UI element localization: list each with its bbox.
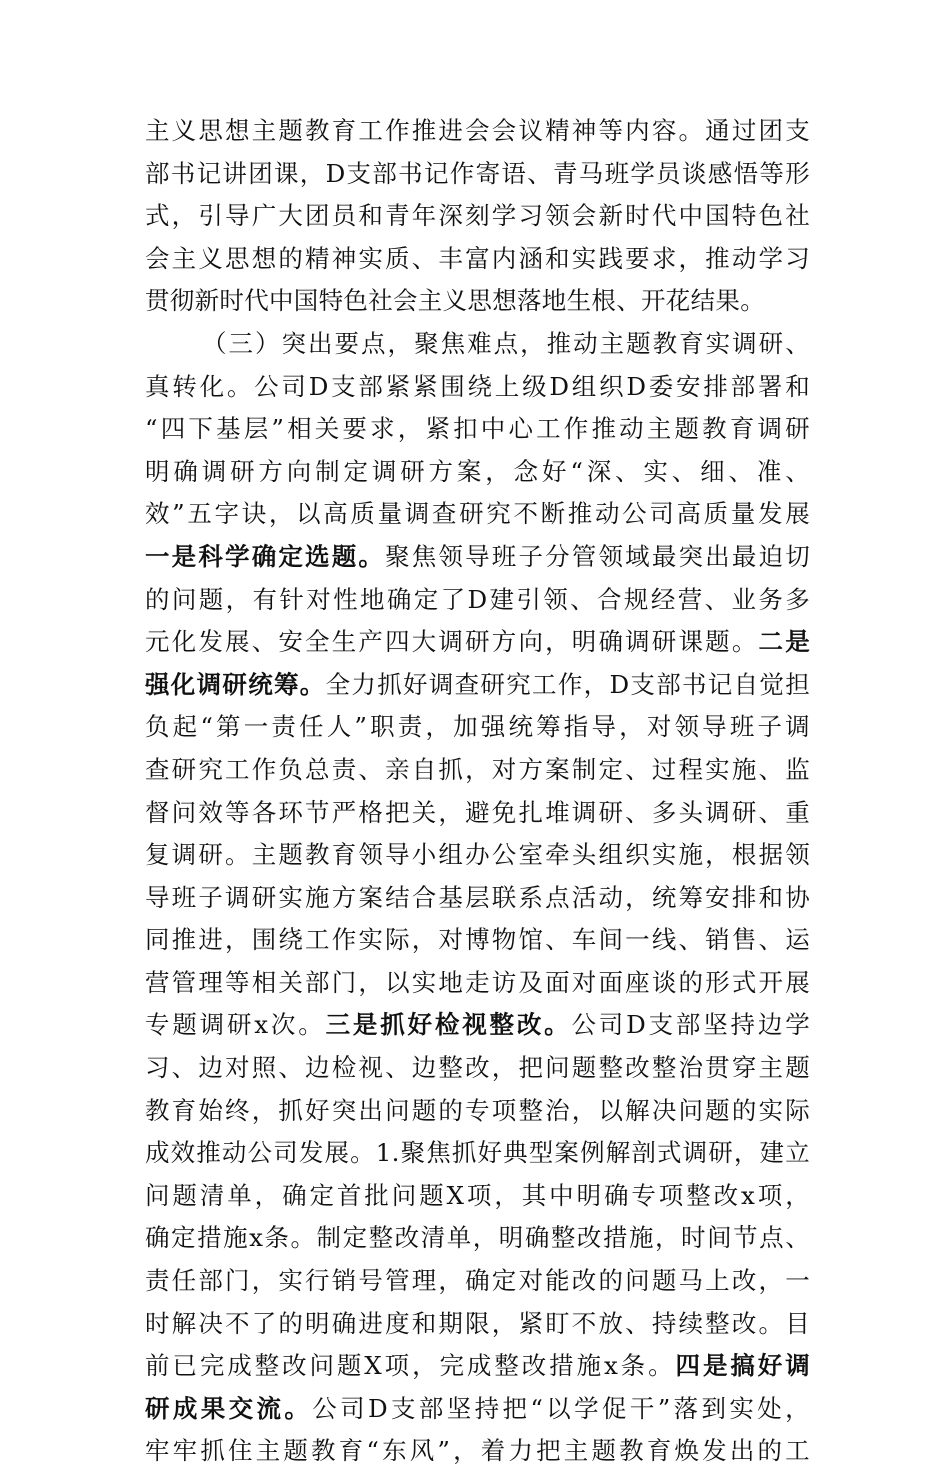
bold-text-run: 四是搞好调 [675, 1351, 811, 1381]
text-line [145, 1303, 810, 1346]
text-line [145, 792, 810, 835]
text-run: 元化发展、安全生产四大调研方向，明确调研课题。 [145, 627, 759, 657]
text-run: 部书记讲团课，D支部书记作寄语、青马班学员谈感悟等形 [145, 158, 810, 188]
text-line [145, 280, 810, 323]
text-run: （三）突出要点，聚焦难点，推动主题教育实调研、 [202, 328, 810, 358]
text-run: 式，引导广大团员和青年深刻学习领会新时代中国特色社 [145, 201, 810, 231]
text-line [145, 493, 810, 536]
text-run: 责任部门，实行销号管理，确定对能改的问题马上改，一 [145, 1266, 810, 1296]
text-line [145, 1260, 810, 1303]
text-run: 时解决不了的明确进度和期限，紧盯不放、持续整改。目 [145, 1308, 810, 1338]
text-line [145, 1047, 810, 1090]
text-run: 的问题，有针对性地确定了D建引领、合规经营、业务多 [145, 584, 810, 614]
text-line [145, 1430, 810, 1473]
text-line [145, 1345, 810, 1388]
text-run: 教育始终，抓好突出问题的专项整治，以解决问题的实际 [145, 1095, 810, 1125]
text-run: 负起“第一责任人”职责，加强统筹指导，对领导班子调 [145, 712, 810, 742]
text-line [145, 451, 810, 494]
bold-text-run: 研成果交流。 [145, 1393, 313, 1423]
text-line [145, 749, 810, 792]
text-line [145, 408, 810, 451]
text-run: 牢牢抓住主题教育“东风”，着力把主题教育焕发出的工 [145, 1436, 810, 1466]
text-line [145, 664, 810, 707]
bold-text-run: 一是科学确定选题。 [145, 541, 386, 571]
text-line [145, 366, 810, 409]
bold-text-run: 三是抓好检视整改。 [325, 1010, 572, 1040]
text-line [145, 1132, 810, 1175]
text-line [145, 1004, 810, 1047]
text-run: 复调研。主题教育领导小组办公室牵头组织实施，根据领 [145, 840, 810, 870]
text-run: 效”五字诀，以高质量调查研究不断推动公司高质量发展 [145, 499, 810, 529]
text-run: 专题调研x次。 [145, 1010, 326, 1040]
text-run: 督问效等各环节严格把关，避免扎堆调研、多头调研、重 [145, 797, 810, 827]
text-line [145, 1388, 810, 1431]
text-line [145, 834, 810, 877]
text-line [145, 877, 810, 920]
text-line [145, 323, 810, 366]
text-run: 公司D支部坚持把“以学促干”落到实处， [312, 1393, 810, 1423]
text-run: 成效推动公司发展。1.聚焦抓好典型案例解剖式调研，建立 [145, 1138, 810, 1168]
text-run: 会主义思想的精神实质、丰富内涵和实践要求，推动学习 [145, 243, 810, 273]
text-line [145, 621, 810, 664]
text-run: 问题清单，确定首批问题X项，其中明确专项整改x项， [145, 1180, 810, 1210]
bold-text-run: 强化调研统筹。 [145, 669, 326, 699]
text-run: 同推进，围绕工作实际，对博物馆、车间一线、销售、运 [145, 925, 810, 955]
text-line [145, 1217, 810, 1260]
text-line [145, 195, 810, 238]
text-run: 导班子调研实施方案结合基层联系点活动，统筹安排和协 [145, 882, 810, 912]
text-run: 公司D支部坚持边学 [571, 1010, 811, 1040]
text-line [145, 536, 810, 579]
text-run: 习、边对照、边检视、边整改，把问题整改整治贯穿主题 [145, 1053, 810, 1083]
text-line [145, 919, 810, 962]
text-run: 真转化。公司D支部紧紧围绕上级D组织D委安排部署和 [145, 371, 810, 401]
text-run: 前已完成整改问题X项，完成整改措施x条。 [145, 1351, 676, 1381]
text-line [145, 153, 810, 196]
text-line [145, 238, 810, 281]
bold-text-run: 二是 [758, 627, 810, 657]
text-line [145, 1090, 810, 1133]
body-text [145, 110, 810, 1473]
text-run: 全力抓好调查研究工作，D支部书记自觉担 [325, 669, 810, 699]
text-run: 贯彻新时代中国特色社会主义思想落地生根、开花结果。 [145, 286, 765, 316]
text-run: 查研究工作负总责、亲自抓，对方案制定、过程实施、监 [145, 754, 810, 784]
text-run: 明确调研方向制定调研方案，念好“深、实、细、准、 [145, 456, 810, 486]
text-line [145, 579, 810, 622]
text-line [145, 962, 810, 1005]
text-line [145, 706, 810, 749]
text-run: 确定措施x条。制定整改清单，明确整改措施，时间节点、 [145, 1223, 810, 1253]
text-run: 主义思想主题教育工作推进会会议精神等内容。通过团支 [145, 116, 810, 145]
text-run: 聚焦领导班子分管领域最突出最迫切 [385, 541, 810, 571]
text-line [145, 1175, 810, 1218]
text-line [145, 110, 810, 153]
text-run: 营管理等相关部门，以实地走访及面对面座谈的形式开展 [145, 967, 810, 997]
text-run: “四下基层”相关要求，紧扣中心工作推动主题教育调研 [145, 414, 810, 444]
